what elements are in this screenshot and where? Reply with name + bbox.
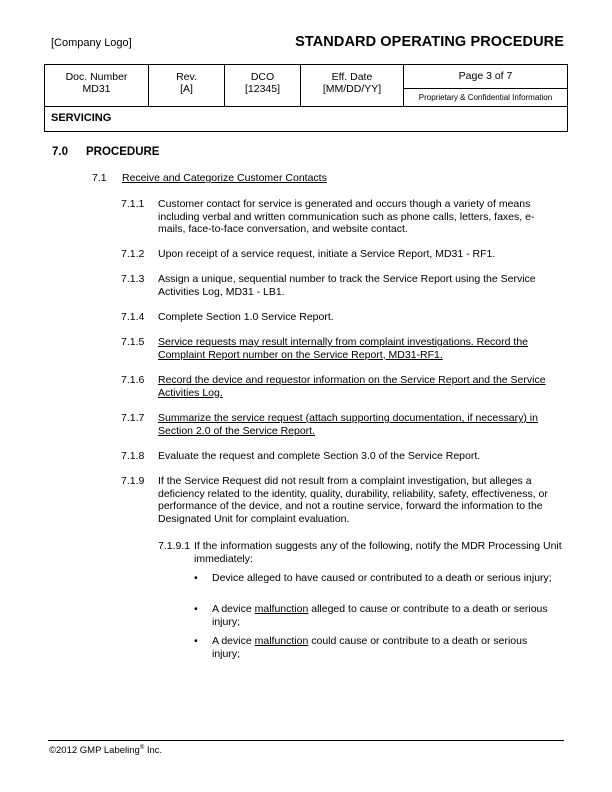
bullet-item: [194, 603, 554, 628]
step-number: 7.1.4: [121, 311, 145, 323]
bullet-item: [194, 572, 554, 585]
step-number: 7.1.7: [121, 412, 145, 424]
confidential-notice: Proprietary & Confidential Information: [418, 93, 553, 102]
effective-date-value: [MM/DD/YY]: [322, 83, 382, 95]
document-info-table: [44, 64, 568, 132]
step-text: If the Service Request did not result from a complaint investigation, but alleges a deficiency related to the identity, quality, durability, reliability, safety, effectiveness, or performance of the device, and not a routine service, forward the information to the Designated Unit for complaint evaluation.: [158, 475, 548, 525]
step-number: 7.1.8: [121, 450, 145, 462]
step-text: Summarize the service request (attach supporting documentation, if necessary) in Section 2.0 of the Service Report.: [158, 412, 538, 437]
revision-cell: [149, 65, 225, 106]
step-number: 7.1.9: [121, 475, 145, 487]
step-number: 7.1.3: [121, 273, 145, 285]
procedure-step: [121, 475, 561, 525]
step-text: Record the device and requestor information on the Service Report and the Service Activities Log.: [158, 374, 546, 399]
substep-text: If the information suggests any of the following, notify the MDR Processing Unit immediately:: [194, 540, 562, 565]
document-info-row: [45, 65, 567, 107]
step-text: Upon receipt of a service request, initiate a Service Report, MD31 - RF1.: [158, 248, 496, 260]
dco-value: [12345]: [244, 83, 281, 95]
step-text: Complete Section 1.0 Service Report.: [158, 311, 334, 323]
dco-cell: [225, 65, 301, 106]
step-text: Service requests may result internally from complaint investigations. Record the Complaint Report number on the Service Report, MD31-RF1.: [158, 336, 528, 361]
malfunction-term: malfunction: [254, 603, 309, 615]
procedure-step: [121, 248, 561, 261]
step-number: 7.1.5: [121, 336, 145, 348]
step-text: Evaluate the request and complete Section 3.0 of the Service Report.: [158, 450, 481, 462]
doc-number-label: Doc. Number: [65, 71, 128, 83]
section-name: SERVICING: [51, 112, 112, 124]
step-number: 7.1.6: [121, 374, 145, 386]
procedure-step: [121, 336, 561, 361]
doc-number-cell: [45, 65, 149, 106]
substep-number: 7.1.9.1: [158, 540, 191, 552]
bullet-text: A device malfunction alleged to cause or contribute to a death or serious injury;: [212, 603, 548, 628]
footer-copyright: ©2012 GMP Labeling® Inc.: [49, 745, 163, 757]
bullet-icon: •: [194, 635, 198, 647]
step-text: Customer contact for service is generated and occurs though a variety of means including verbal and written communication such as phone calls, letters, faxes, e-mails, face-to-face conversation, and website contact.: [158, 198, 535, 235]
bullet-text: A device malfunction could cause or contribute to a death or serious injury;: [212, 635, 528, 660]
effective-date-cell: [301, 65, 404, 106]
bullet-icon: •: [194, 572, 198, 584]
subsection-heading: [92, 172, 327, 185]
procedure-step: [121, 198, 561, 236]
procedure-step: [121, 273, 561, 298]
doc-number-value: MD31: [82, 83, 111, 95]
page-number: Page 3 of 7: [404, 65, 567, 89]
company-logo-placeholder: [Company Logo]: [51, 37, 132, 49]
procedure-heading: [52, 146, 159, 159]
page-info-cell: [404, 65, 567, 106]
procedure-step: [121, 311, 561, 324]
dco-label: DCO: [250, 71, 275, 83]
step-text: Assign a unique, sequential number to track the Service Report using the Service Activities Log, MD31 - LB1.: [158, 273, 536, 298]
bullet-item: [194, 635, 554, 660]
bullet-text: Device alleged to have caused or contributed to a death or serious injury;: [212, 572, 552, 584]
bullet-icon: •: [194, 603, 198, 615]
footer-divider: [48, 740, 564, 741]
revision-value: [A]: [180, 83, 193, 95]
step-number: 7.1.1: [121, 198, 145, 210]
revision-label: Rev.: [176, 71, 197, 83]
subsection-number: 7.1: [92, 172, 107, 184]
procedure-title: PROCEDURE: [86, 146, 160, 158]
malfunction-term: malfunction: [254, 635, 309, 647]
procedure-step: [121, 412, 561, 437]
procedure-step: [121, 450, 561, 463]
procedure-number: 7.0: [52, 146, 68, 158]
procedure-step: [121, 374, 561, 399]
subsection-title: Receive and Categorize Customer Contacts: [122, 172, 327, 184]
procedure-substep: [158, 540, 562, 565]
effective-date-label: Eff. Date: [331, 71, 373, 83]
step-number: 7.1.2: [121, 248, 145, 260]
document-title: STANDARD OPERATING PROCEDURE: [295, 34, 564, 50]
